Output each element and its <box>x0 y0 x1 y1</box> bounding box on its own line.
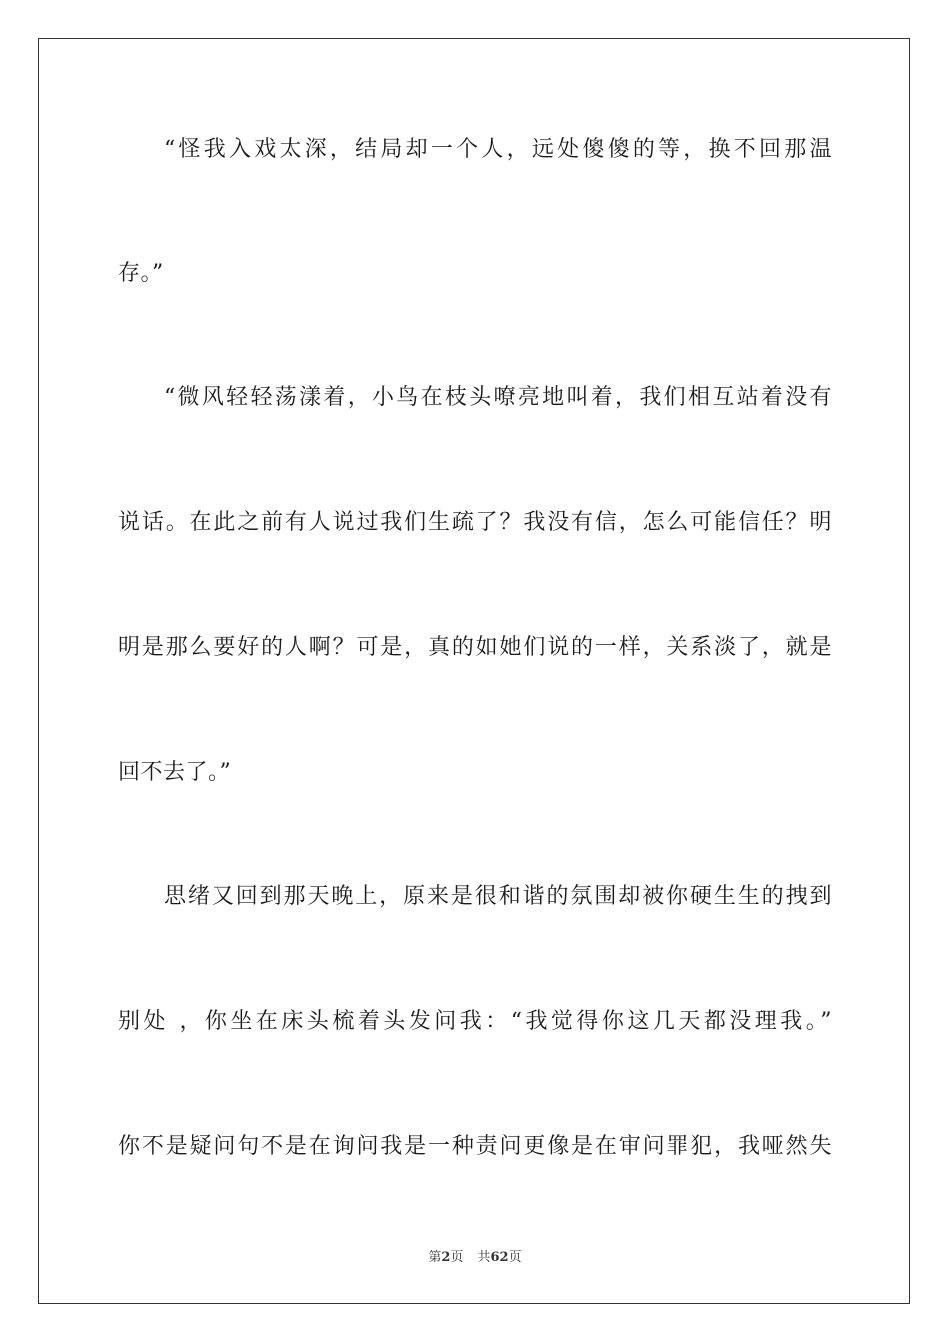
paragraph-line: 思绪又回到那天晚上，原来是很和谐的氛围却被你硬生生的拽到 <box>164 884 832 909</box>
page-footer <box>0 1246 950 1265</box>
page-border <box>38 38 910 1304</box>
total-suffix: 页 <box>508 1250 522 1265</box>
paragraph-line: 存。” <box>118 261 164 286</box>
page-prefix: 第 <box>428 1250 442 1265</box>
paragraph-line: 明是那么要好的人啊？可是，真的如她们说的一样，关系淡了，就是 <box>118 635 832 660</box>
paragraph-line: 说话。在此之前有人说过我们生疏了？我没有信，怎么可能信任？明 <box>118 510 832 535</box>
total-pages: 62 <box>490 1250 509 1265</box>
page-suffix: 页 <box>450 1250 464 1265</box>
paragraph-line: 你不是疑问句不是在询问我是一种责问更像是在审问罪犯，我哑然失 <box>118 1134 832 1159</box>
total-prefix: 共 <box>477 1250 491 1265</box>
paragraph-line: 回不去了。” <box>118 760 232 785</box>
paragraph-line: “微风轻轻荡漾着，小鸟在枝头嘹亮地叫着，我们相互站着没有 <box>164 385 832 410</box>
page-number: 2 <box>441 1250 451 1265</box>
paragraph-line: “怪我入戏太深，结局却一个人，远处傻傻的等，换不回那温 <box>164 137 832 162</box>
paragraph-line: 别处 ，你坐在床头梳着头发问我：“我觉得你这几天都没理我。” <box>118 1009 832 1034</box>
